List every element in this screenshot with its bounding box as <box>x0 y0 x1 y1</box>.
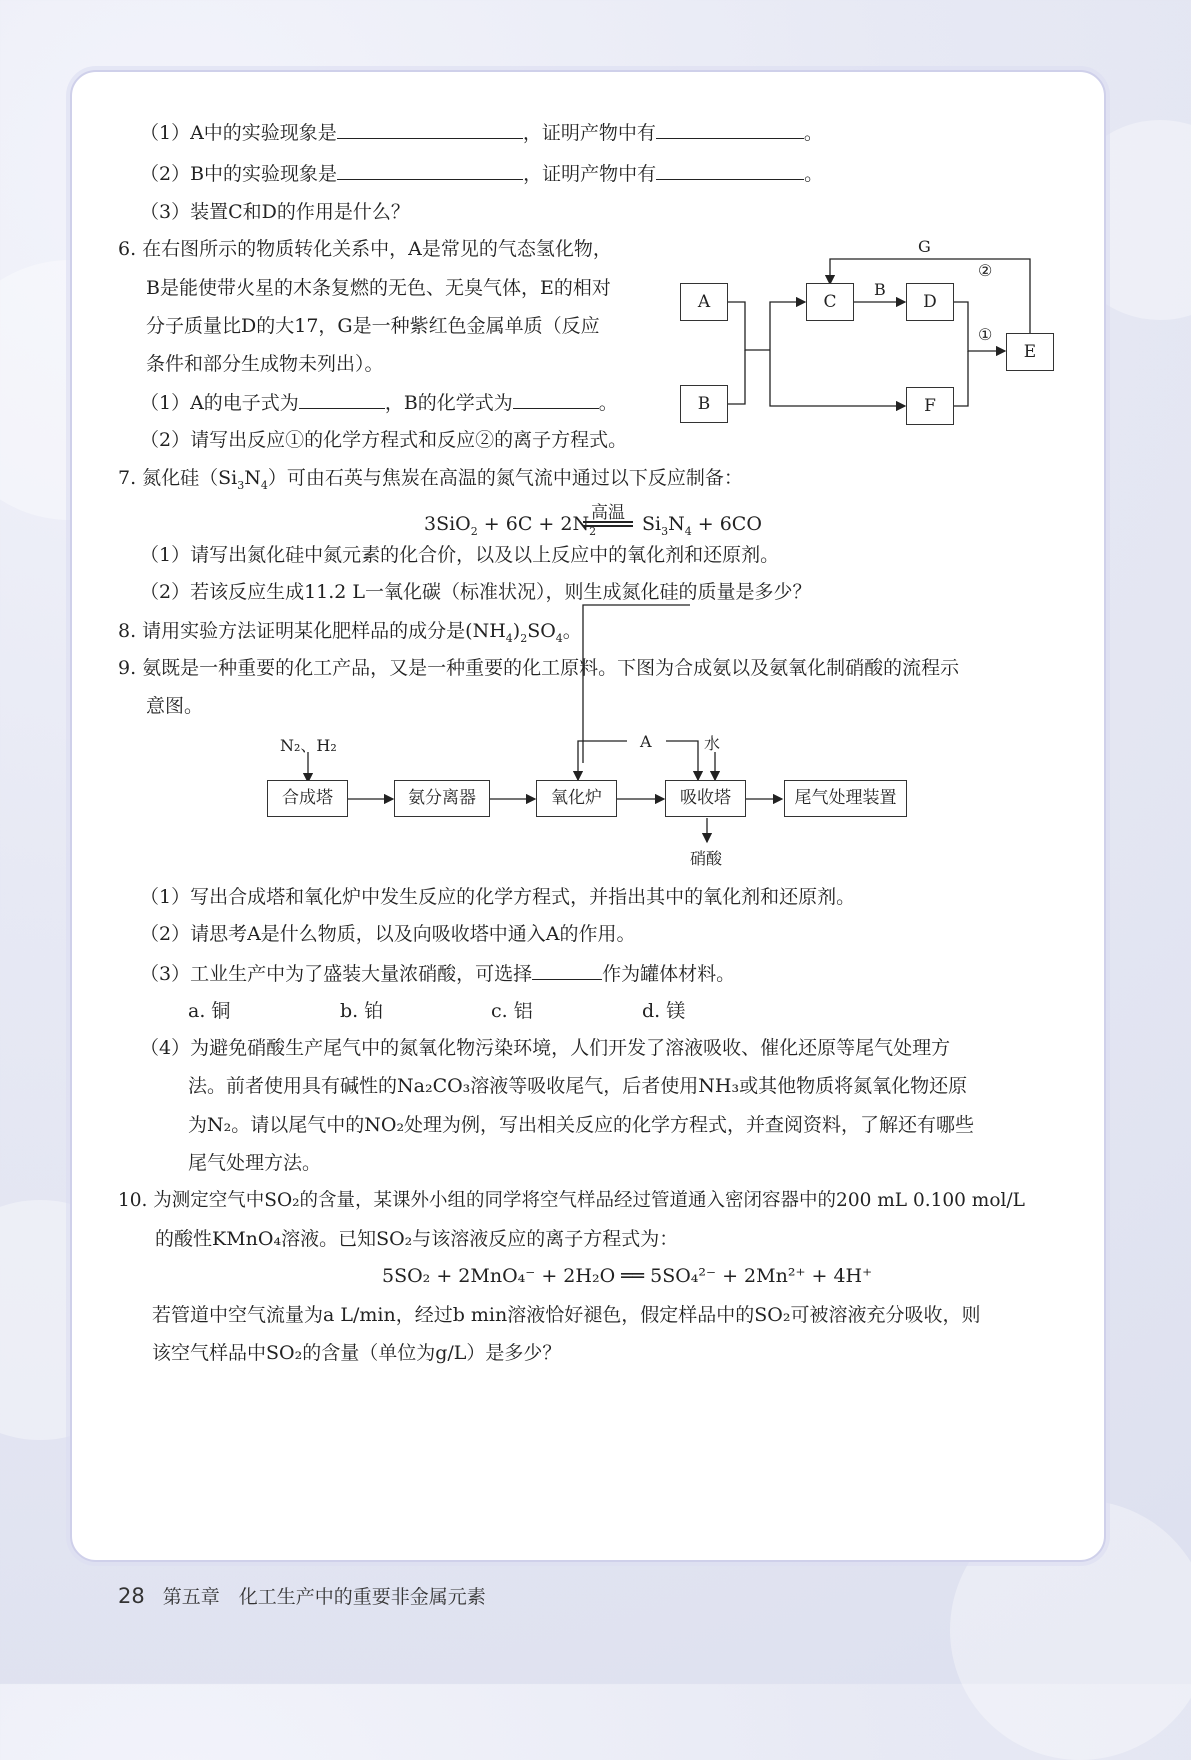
q5-sub1: （1）A中的实验现象是 ，证明产物中有 。 <box>140 122 823 144</box>
diagram-label-reaction2: ② <box>978 261 993 280</box>
flow-input-label: N₂、H₂ <box>280 736 337 755</box>
diagram-node-c: C <box>806 283 854 321</box>
q6-line4: 条件和部分生成物未列出）。 <box>146 353 384 375</box>
q10-line4: 该空气样品中SO₂的含量（单位为g/L）是多少？ <box>152 1342 562 1364</box>
diagram-label-g: G <box>918 237 931 256</box>
q5-sub3: （3）装置C和D的作用是什么？ <box>140 201 410 223</box>
diagram-node-a: A <box>680 283 728 321</box>
q7-equation-condition: 高温 <box>591 503 625 523</box>
q6-sub1: （1）A的电子式为 ，B的化学式为 。 <box>140 392 618 414</box>
flow-box-tail-gas-unit: 尾气处理装置 <box>784 780 907 817</box>
q7-sub2: （2）若该反应生成11.2 L一氧化碳（标准状况），则生成氮化硅的质量是多少？ <box>140 581 812 603</box>
q9-line1: 9. 氨既是一种重要的化工产品，又是一种重要的化工原料。下图为合成氨以及氨氧化制硝酸的流程示 <box>118 657 960 679</box>
diagram-node-f: F <box>906 387 954 425</box>
q9-option-a: a. 铜 <box>188 1000 231 1022</box>
page-number: 28 <box>118 1584 145 1608</box>
q10-line1: 10. 为测定空气中SO₂的含量，某课外小组的同学将空气样品经过管道通入密闭容器中的200 mL 0.100 mol/L <box>118 1190 1025 1211</box>
diagram-label-b-arrow: B <box>874 280 886 299</box>
q6-sub2: （2）请写出反应①的化学方程式和反应②的离子方程式。 <box>140 429 628 451</box>
flow-water-label: 水 <box>704 734 721 753</box>
q9-sub4-line3: 为N₂。请以尾气中的NO₂处理为例，写出相关反应的化学方程式，并查阅资料，了解还有哪些 <box>188 1114 975 1136</box>
q6-line2: B是能使带火星的木条复燃的无色、无臭气体，E的相对 <box>146 277 611 299</box>
q7-equation-right: $Si_3N_4 + 6CO$ <box>642 513 762 538</box>
q10-equation: 5SO₂ + 2MnO₄⁻ + 2H₂O ══ 5SO₄²⁻ + 2Mn²⁺ + 4H⁺ <box>382 1265 873 1287</box>
q9-option-d: d. 镁 <box>642 1000 686 1022</box>
q9-line2: 意图。 <box>146 695 204 717</box>
diagram-label-reaction1: ① <box>978 325 993 344</box>
q7-equation-left: $3SiO_2 + 6C + 2N_2$ <box>424 513 597 538</box>
page-footer <box>118 1582 486 1609</box>
q9-sub4-line4: 尾气处理方法。 <box>188 1152 322 1174</box>
flow-box-ammonia-separator: 氨分离器 <box>394 780 490 817</box>
q9-option-c: c. 铝 <box>491 1000 533 1022</box>
q9-sub4-line2: 法。前者使用具有碱性的Na₂CO₃溶液等吸收尾气，后者使用NH₃或其他物质将氮氧化物还原 <box>188 1075 968 1097</box>
diagram-node-d: D <box>906 283 954 321</box>
q6-line1: 6. 在右图所示的物质转化关系中，A是常见的气态氢化物， <box>118 238 612 260</box>
flow-box-absorption-tower: 吸收塔 <box>665 780 746 817</box>
flow-a-label: A <box>640 732 652 751</box>
q9-option-b: b. 铂 <box>340 1000 384 1022</box>
diagram-node-b: B <box>680 385 728 423</box>
q7-intro: 7. 氮化硅$(Si_3N_4)$可由石英与焦炭在高温的氮气流中通过以下反应制备： <box>118 467 743 492</box>
q7-sub1: （1）请写出氮化硅中氮元素的化合价，以及以上反应中的氧化剂和还原剂。 <box>140 544 780 566</box>
q9-sub2: （2）请思考A是什么物质，以及向吸收塔中通入A的作用。 <box>140 923 636 945</box>
q8-question: 8. 请用实验方法证明某化肥样品的成分是$(NH_4)_2SO_4$。 <box>118 620 582 645</box>
q10-line2: 的酸性KMnO₄溶液。已知SO₂与该溶液反应的离子方程式为： <box>155 1228 679 1250</box>
chapter-title: 第五章 化工生产中的重要非金属元素 <box>162 1586 486 1608</box>
q6-line3: 分子质量比D的大17，G是一种紫红色金属单质（反应 <box>146 315 600 337</box>
q5-sub2: （2）B中的实验现象是 ，证明产物中有 。 <box>140 163 824 185</box>
q9-sub3: （3）工业生产中为了盛装大量浓硝酸，可选择 作为罐体材料。 <box>140 963 736 985</box>
q9-sub4-line1: （4）为避免硝酸生产尾气中的氮氧化物污染环境，人们开发了溶液吸收、催化还原等尾气处理方 <box>140 1037 951 1059</box>
flow-box-oxidation-furnace: 氧化炉 <box>536 780 617 817</box>
diagram-node-e: E <box>1006 333 1054 371</box>
q9-sub1: （1）写出合成塔和氧化炉中发生反应的化学方程式，并指出其中的氧化剂和还原剂。 <box>140 886 856 908</box>
q10-line3: 若管道中空气流量为a L/min，经过b min溶液恰好褪色，假定样品中的SO₂可被溶液充分吸收，则 <box>152 1304 981 1326</box>
flow-output-label: 硝酸 <box>690 849 723 868</box>
flow-box-synthesis-tower: 合成塔 <box>267 780 348 817</box>
